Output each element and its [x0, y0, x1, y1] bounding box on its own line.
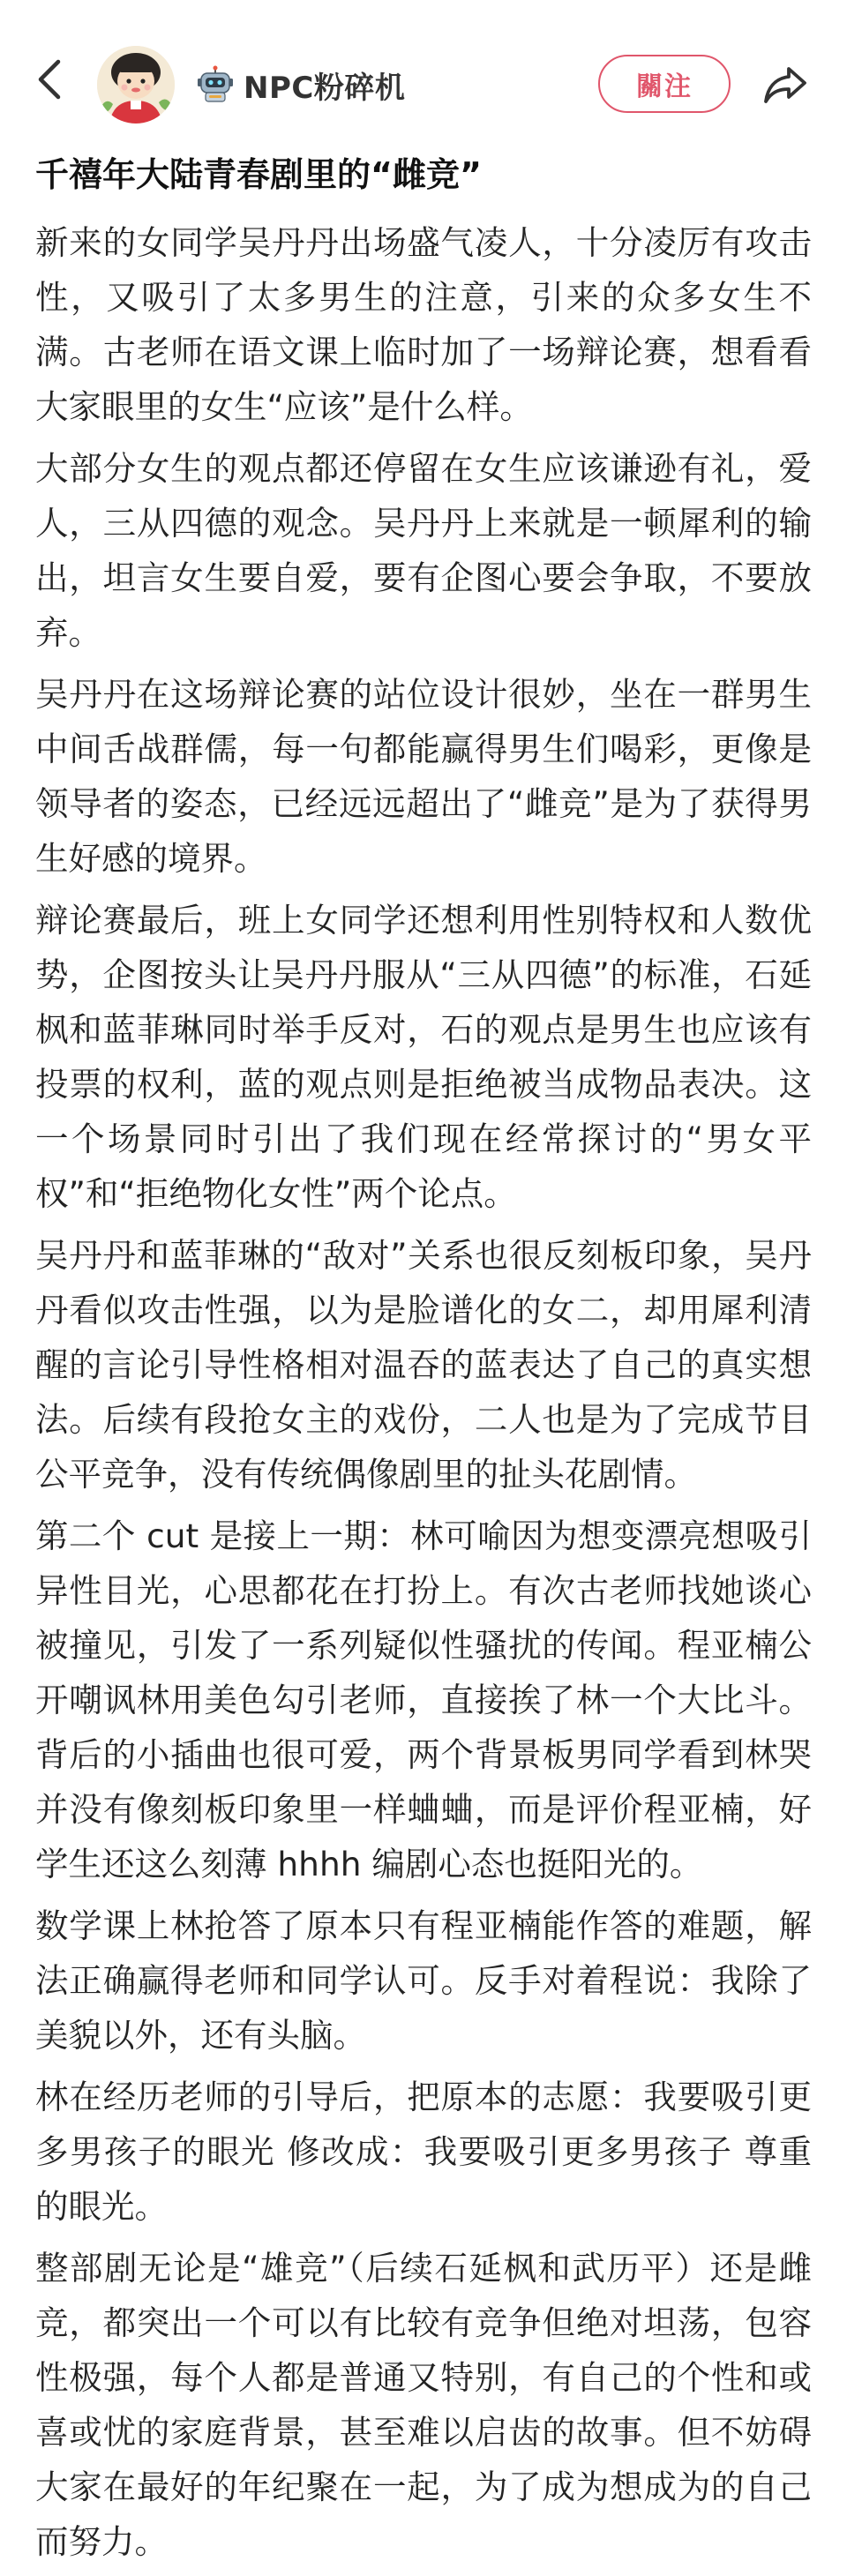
post-body: [35, 215, 812, 2576]
post-title: 千禧年大陆青春剧里的“雌竞”: [35, 155, 482, 194]
share-button[interactable]: [761, 60, 810, 109]
paragraph: 吴丹丹和蓝菲琳的“敌对”关系也很反刻板印象，吴丹丹看似攻击性强，以为是脸谱化的女二，却用犀利清醒的言论引导性格相对温吞的蓝表达了自己的真实想法。后续有段抢女主的戏份，二人也是为了完成节目公平竞争，没有传统偶像剧里的扯头花剧情。: [35, 1236, 812, 1494]
cartoon-girl-avatar: [97, 46, 175, 124]
chevron-left-icon: [26, 55, 76, 104]
back-button[interactable]: [26, 55, 76, 104]
paragraph: 大部分女生的观点都还停留在女生应该谦逊有礼，爱人，三从四德的观念。吴丹丹上来就是一顿犀利的输出，坦言女生要自爱，要有企图心要会争取，不要放弃。: [35, 449, 812, 652]
paragraph: 数学课上林抢答了原本只有程亚楠能作答的难题，解法正确赢得老师和同学认可。反手对着程说：我除了美貌以外，还有头脑。: [35, 1906, 812, 2055]
paragraph: 整部剧无论是“雄竞”（后续石延枫和武历平）还是雌竞，都突出一个可以有比较有竞争但绝对坦荡，包容性极强，每个人都是普通又特别，有自己的个性和或喜或忧的家庭背景，甚至难以启齿的故事。但不妨碍大家在最好的年纪聚在一起，为了成为想成为的自己而努力。: [35, 2249, 812, 2561]
paragraph: 新来的女同学吴丹丹出场盛气凌人，十分凌厉有攻击性，又吸引了太多男生的注意，引来的众多女生不满。古老师在语文课上临时加了一场辩论赛，想看看大家眼里的女生“应该”是什么样。: [35, 223, 812, 426]
author-info[interactable]: [196, 62, 405, 108]
paragraph: 辩论赛最后，班上女同学还想利用性别特权和人数优势，企图按头让吴丹丹服从“三从四德”的标准，石延枫和蓝菲琳同时举手反对，石的观点是男生也应该有投票的权利，蓝的观点则是拒绝被当成物品表决。这一个场景同时引出了我们现在经常探讨的“男女平权”和“拒绝物化女性”两个论点。: [35, 901, 812, 1213]
post-header: [0, 0, 847, 159]
author-avatar[interactable]: [97, 46, 175, 124]
robot-icon: [196, 65, 235, 104]
paragraph: 第二个 cut 是接上一期：林可喻因为想变漂亮想吸引异性目光，心思都花在打扮上。有次古老师找她谈心被撞见，引发了一系列疑似性骚扰的传闻。程亚楠公开嘲讽林用美色勾引老师，直接挨了林一个大比斗。背后的小插曲也很可爱，两个背景板男同学看到林哭并没有像刻板印象里一样蛐蛐，而是评价程亚楠，好学生还这么刻薄 hhhh 编剧心态也挺阳光的。: [35, 1516, 812, 1883]
share-arrow-icon: [761, 60, 810, 109]
paragraph: 吴丹丹在这场辩论赛的站位设计很妙，坐在一群男生中间舌战群儒，每一句都能赢得男生们喝彩，更像是领导者的姿态，已经远远超出了“雌竞”是为了获得男生好感的境界。: [35, 675, 812, 878]
author-name: NPC粉碎机: [244, 70, 406, 106]
paragraph: 林在经历老师的引导后，把原本的志愿：我要吸引更多男孩子的眼光 修改成：我要吸引更多男孩子 尊重的眼光。: [35, 2078, 812, 2226]
follow-button[interactable]: 關注: [598, 55, 731, 113]
